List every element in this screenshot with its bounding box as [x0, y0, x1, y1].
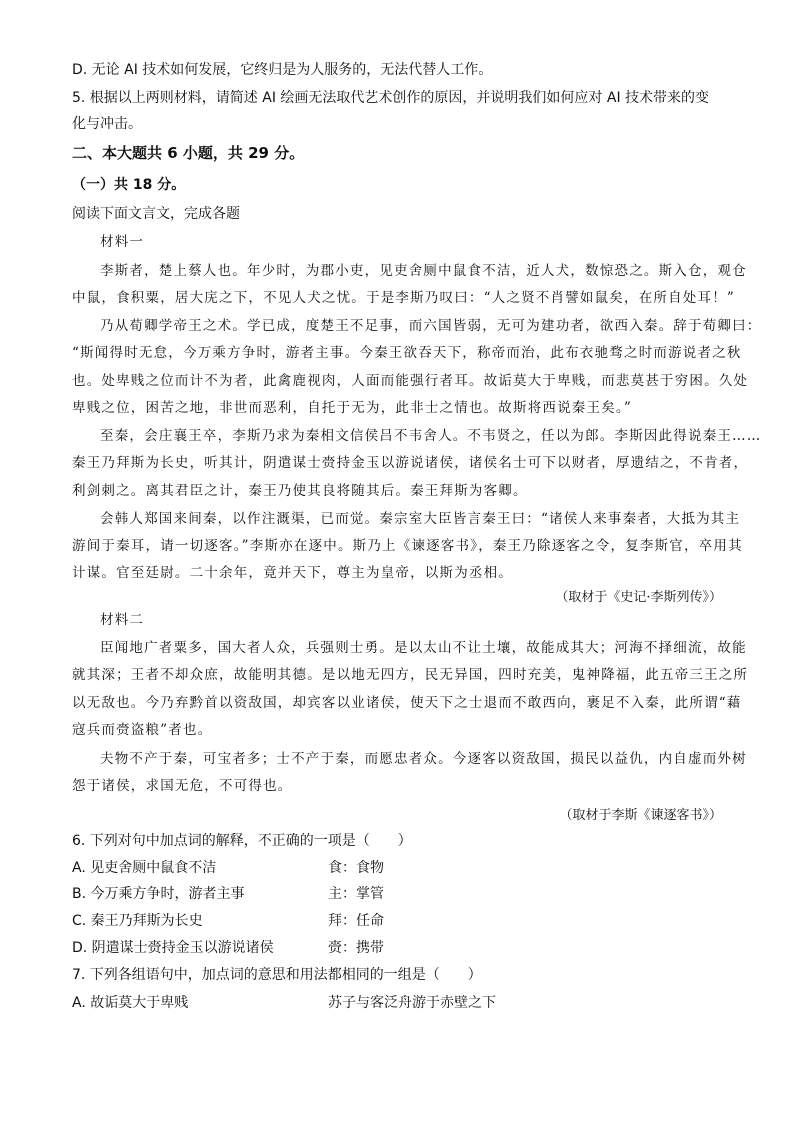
material1-line: “斯闻得时无怠，今万乘方争时，游者主事。今秦王欲吞天下，称帝而治，此布衣驰骛之时而游说者之秋	[72, 345, 742, 361]
material1-source: （取材于《史记·李斯列传》）	[555, 590, 722, 605]
material2-line: 夫物不产于秦，可宝者多；士不产于秦，而愿忠者众。今逐客以资敌国，损民以益仇，内自虚而外树	[100, 751, 747, 767]
part-heading: （一）共 18 分。	[72, 177, 186, 193]
material2-line: 寇兵而赍盗粮”者也。	[72, 722, 213, 738]
material2-line: 以无敌也。今乃弃黔首以资敌国，却宾客以业诸侯，使天下之士退而不敢西向，裹足不入秦，此所谓“藉	[72, 695, 742, 711]
q7-option-a-pair: 苏子与客泛舟游于赤壁之下	[328, 995, 496, 1011]
q6-option-b-gloss: 主：掌管	[328, 886, 384, 902]
reading-instruction: 阅读下面文言文，完成各题	[72, 206, 240, 222]
q7-stem: 7. 下列各组语句中，加点词的意思和用法都相同的一组是（ ）	[72, 967, 482, 983]
material1-line: 游间于秦耳，请一切逐客。”李斯亦在逐中。斯乃上《谏逐客书》，秦王乃除逐客之令，复李斯官，卒用其	[72, 538, 743, 554]
q6-stem: 6. 下列对句中加点词的解释，不正确的一项是（ ）	[72, 833, 412, 849]
q5-stem-line1: 5. 根据以上两则材料，请简述 AI 绘画无法取代艺术创作的原因，并说明我们如何应对 AI 技术带来的变	[72, 90, 710, 106]
material1-line: 计谋。官至廷尉。二十余年，竟并天下，尊主为皇帝，以斯为丞相。	[72, 565, 513, 581]
q6-option-d-gloss: 赍：携带	[328, 940, 384, 956]
material1-line: 利剑刺之。离其君臣之计，秦王乃使其良将随其后。秦王拜斯为客卿。	[72, 483, 528, 499]
material1-line: 会韩人郑国来间秦，以作注溉渠，已而觉。秦宗室大臣皆言秦王曰：“诸侯人来事秦者，大抵为其主	[100, 511, 741, 527]
material2-title: 材料二	[100, 612, 145, 628]
material2-line: 就其深；王者不却众庶，故能明其德。是以地无四方，民无异国，四时充美，鬼神降福，此五帝三王之所	[72, 667, 749, 683]
material1-line: 秦王乃拜斯为长史，听其计，阴遣谋士赍持金玉以游说诸侯，诸侯名士可下以财者，厚遗结之，不肯者，	[72, 455, 749, 471]
material2-source: （取材于李斯《谏逐客书》）	[559, 808, 722, 823]
q6-option-a-gloss: 食：食物	[328, 860, 384, 876]
q6-option-d: D. 阴遣谋士赍持金玉以游说诸侯	[72, 940, 274, 956]
q6-option-a: A. 见吏舍厕中鼠食不洁	[72, 860, 217, 876]
material2-line: 臣闻地广者粟多，国大者人众，兵强则士勇。是以太山不让土壤，故能成其大；河海不择细流，故能	[100, 640, 747, 656]
material1-line: 中鼠，食积粟，居大庑之下，不见人犬之忧。于是李斯乃叹曰：“人之贤不肖譬如鼠矣，在所自处耳！”	[72, 290, 736, 306]
material1-line: 至秦，会庄襄王卒，李斯乃求为秦相文信侯吕不韦舍人。不韦贤之，任以为郎。李斯因此得说秦王……	[100, 428, 762, 444]
q5-stem-line2: 化与冲击。	[72, 116, 142, 132]
material1-line: 卑贱之位，困苦之地，非世而恶利，自托于无为，此非士之情也。故斯将西说秦王矣。”	[72, 400, 632, 416]
material1-line: 李斯者，楚上蔡人也。年少时，为郡小吏，见吏舍厕中鼠食不洁，近人犬，数惊恐之。斯入仓，观仓	[100, 263, 747, 279]
q6-option-b: B. 今万乘方争时，游者主事	[72, 886, 245, 902]
material1-line: 也。处卑贱之位而计不为者，此禽鹿视肉，人面而能强行者耳。故诟莫大于卑贱，而悲莫甚于穷困。久处	[72, 373, 749, 389]
material2-line: 怨于诸侯，求国无危，不可得也。	[72, 778, 293, 794]
q7-option-a: A. 故诟莫大于卑贱	[72, 995, 189, 1011]
material1-title: 材料一	[100, 234, 145, 250]
q4-option-d: D. 无论 AI 技术如何发展，它终归是为人服务的，无法代替人工作。	[72, 62, 493, 78]
section-heading: 二、本大题共 6 小题，共 29 分。	[72, 144, 305, 162]
q6-option-c-gloss: 拜：任命	[328, 913, 384, 929]
material1-line: 乃从荀卿学帝王之术。学已成，度楚王不足事，而六国皆弱，无可为建功者，欲西入秦。辞于荀卿曰：	[100, 318, 762, 334]
q6-option-c: C. 秦王乃拜斯为长史	[72, 913, 203, 929]
